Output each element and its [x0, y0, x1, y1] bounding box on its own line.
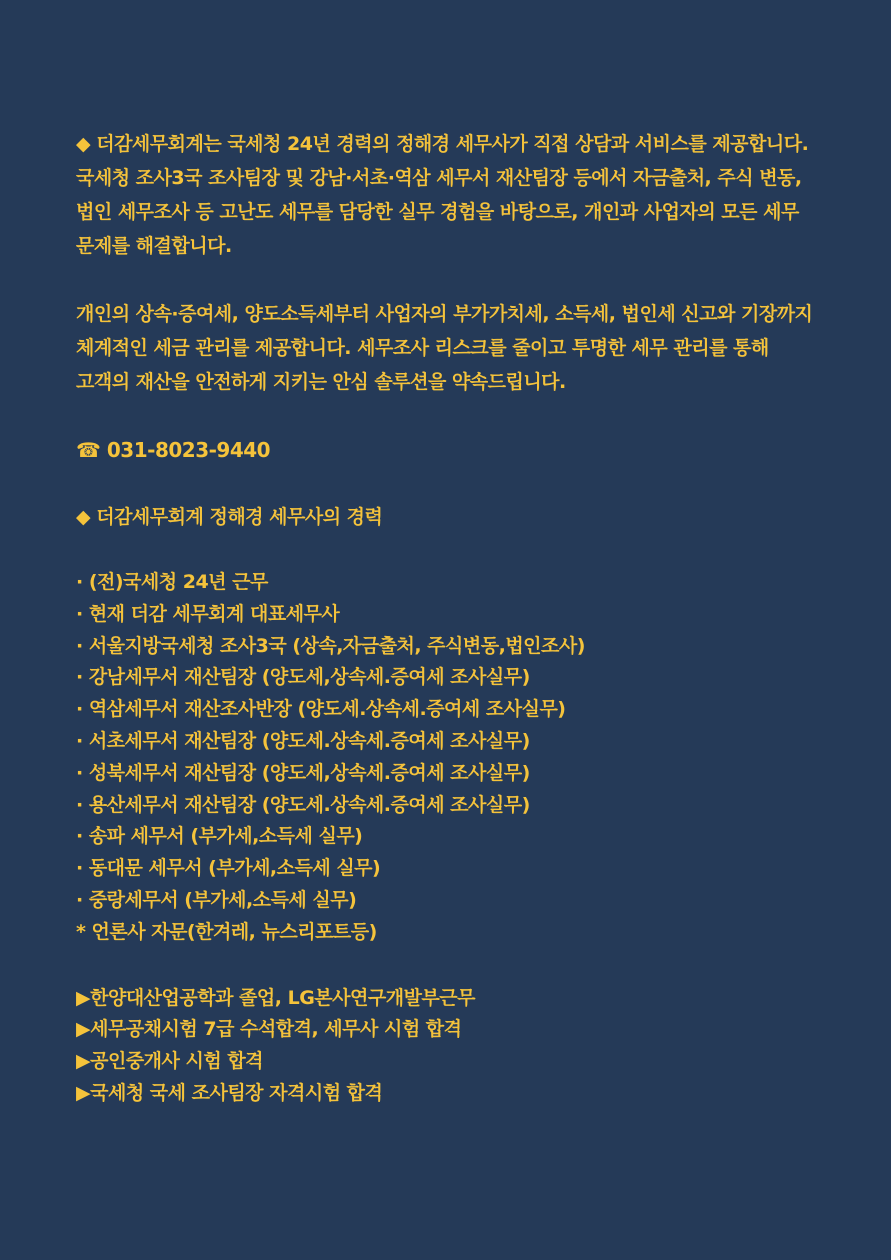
spacer [76, 263, 816, 297]
phone-line [76, 433, 816, 467]
spacer [76, 467, 816, 501]
career-item: · 동대문 세무서 (부가세,소득세 실무) [76, 857, 381, 880]
career-item: * 언론사 자문(한겨레, 뉴스리포트등) [76, 920, 377, 943]
phone-number[interactable]: 031-8023-9440 [106, 438, 271, 462]
intro-paragraph-1: ◆ 더감세무회계는 국세청 24년 경력의 정해경 세무사가 직접 상담과 서비스를 제공합니다. 국세청 조사3국 조사팀장 및 강남·서초·역삼 세무서 재산팀장 등에서 자금출처, 주식 변동, 법인 세무조사 등 고난도 세무를 담당한 실무 경험을 바탕으로, 개인과 사업자의 모든 세무 문제를 해결합니다. [76, 133, 809, 257]
qualification-item: ▶세무공채시험 7급 수석합격, 세무사 시험 합격 [76, 1018, 462, 1041]
career-item: · 강남세무서 재산팀장 (양도세,상속세.증여세 조사실무) [76, 666, 530, 689]
career-heading: ◆ 더감세무회계 정해경 세무사의 경력 [76, 506, 383, 528]
phone-icon: ☎ [76, 438, 101, 462]
spacer [76, 533, 816, 567]
document-body [76, 127, 816, 1110]
career-item: · 송파 세무서 (부가세,소득세 실무) [76, 825, 363, 848]
career-item: · 현재 더감 세무회계 대표세무사 [76, 602, 340, 625]
career-item: · 서초세무서 재산팀장 (양도세.상속세.증여세 조사실무) [76, 729, 530, 752]
career-item: · 성북세무서 재산팀장 (양도세,상속세.증여세 조사실무) [76, 761, 530, 784]
spacer [76, 399, 816, 433]
spacer [76, 949, 816, 983]
career-item: · (전)국세청 24년 근무 [76, 571, 268, 593]
intro-paragraph-2: 개인의 상속·증여세, 양도소득세부터 사업자의 부가가치세, 소득세, 법인세 신고와 기장까지 체계적인 세금 관리를 제공합니다. 세무조사 리스크를 줄이고 투명한 세무 관리를 통해 고객의 재산을 안전하게 지키는 안심 솔루션을 약속드립니다. [76, 303, 813, 393]
qualification-item: ▶공인중개사 시험 합격 [76, 1050, 264, 1073]
career-item: · 중랑세무서 (부가세,소득세 실무) [76, 888, 357, 911]
career-list [76, 567, 816, 949]
qualification-item: ▶국세청 국세 조사팀장 자격시험 합격 [76, 1081, 383, 1104]
career-item: · 역삼세무서 재산조사반장 (양도세.상속세.증여세 조사실무) [76, 698, 566, 721]
qualification-item: ▶한양대산업공학과 졸업, LG본사연구개발부근무 [76, 986, 475, 1009]
career-item: · 용산세무서 재산팀장 (양도세.상속세.증여세 조사실무) [76, 793, 530, 816]
qualification-list [76, 983, 816, 1110]
career-item: · 서울지방국세청 조사3국 (상속,자금출처, 주식변동,법인조사) [76, 634, 585, 657]
